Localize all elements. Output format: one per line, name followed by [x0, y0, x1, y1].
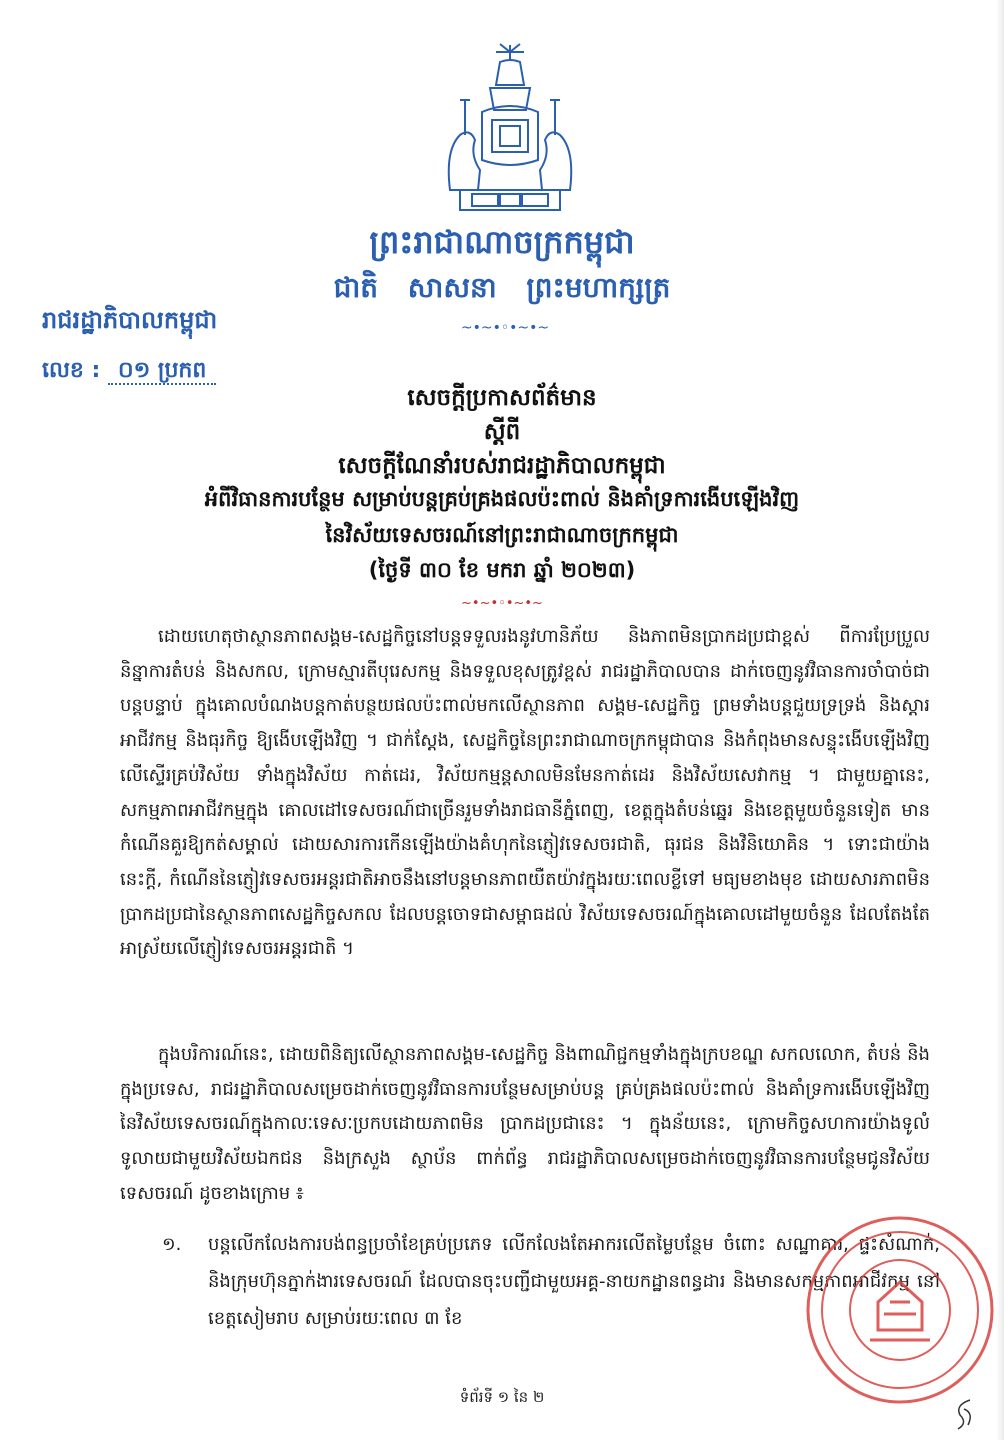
title-date: (ថ្ងៃទី ៣០ ខែ មករា ឆ្នាំ ២០២៣)	[368, 558, 636, 582]
government-name: រាជរដ្ឋាភិបាលកម្ពុជា	[42, 306, 218, 334]
page-edge-shadow	[996, 0, 1004, 1440]
title-line-1: សេចក្តីប្រកាសព័ត៌មាន	[407, 385, 597, 411]
title-line-3: សេចក្តីណែនាំរបស់រាជរដ្ឋាភិបាលកម្ពុជា	[338, 453, 666, 479]
page-number: ទំព័រទី ១ នៃ ២	[459, 1388, 545, 1406]
title-line-5: នៃវិស័យទេសចរណ៍នៅព្រះរាជាណាចក្រកម្ពុជា	[325, 523, 679, 547]
number-label: លេខ :	[42, 358, 101, 383]
ornament-divider: ~•~•◦•~•~	[460, 320, 550, 336]
list-item-number: ១.	[162, 1234, 182, 1255]
number-value: ០១ ប្រកព	[108, 358, 216, 385]
official-seal-stamp-icon	[800, 1210, 1000, 1410]
kingdom-name: ព្រះរាជាណាចក្រកម្ពុជា	[369, 223, 635, 261]
list-item-text: បន្តលើកលែងការបង់ពន្ធប្រចាំខែគ្រប់ប្រភេទ លើកលែងតែអាករលើតម្លៃបន្ថែម ចំពោះ សណ្ឋាគារ, ផ្ទះសំណាក់, និងក្រុមហ៊ុនភ្នាក់ងារទេសចរណ៍ ដែលបានចុះបញ្ជីជាមួយអគ្គ-នាយកដ្ឋានពន្ធដារ និងមានសកម្មភាពអាជីវកម្ម នៅខេត្តសៀមរាប សម្រាប់រយៈពេល ៣ ខែ	[208, 1234, 940, 1329]
national-motto: ជាតិ សាសនា ព្រះមហាក្សត្រ	[333, 271, 671, 304]
red-ornament-divider: ~•~•◦•~•~	[461, 596, 543, 611]
title-line-2: ស្តីពី	[483, 419, 521, 445]
paragraph-2: ក្នុងបរិការណ៍នេះ, ដោយពិនិត្យលើស្ថានភាពសង្គម-សេដ្ឋកិច្ច និងពាណិជ្ជកម្មទាំងក្នុងក្របខណ្ឌ សកលលោក, តំបន់ និងក្នុងប្រទេស, រាជរដ្ឋាភិបាលសម្រេចដាក់ចេញនូវវិធានការបន្ថែមសម្រាប់បន្ត គ្រប់គ្រងផលប៉ះពាល់ និងគាំទ្រការងើបឡើងវិញនៃវិស័យទេសចរណ៍ក្នុងកាលៈទេសៈប្រកបដោយភាពមិន ប្រាកដប្រជានេះ ។ ក្នុងន័យនេះ, ក្រោមកិច្ចសហការយ៉ាងទូលំទូលាយជាមួយវិស័យឯកជន និងក្រសួង ស្ថាប័ន ពាក់ព័ន្ធ រាជរដ្ឋាភិបាលសម្រេចដាក់ចេញនូវវិធានការបន្ថែមជូនវិស័យទេសចរណ៍ ដូចខាងក្រោម ៖	[120, 1044, 930, 1204]
title-line-4: អំពីវិធានការបន្ថែម សម្រាប់បន្តគ្រប់គ្រងផលប៉ះពាល់ និងគាំទ្រការងើបឡើងវិញ	[204, 487, 800, 511]
royal-coat-of-arms-icon	[420, 40, 600, 220]
paragraph-1: ដោយហេតុថាស្ថានភាពសង្គម-សេដ្ឋកិច្ចនៅបន្តទទួលរងនូវហានិភ័យ និងភាពមិនប្រាកដប្រជាខ្ពស់ ពីការប្រែប្រួលនិន្នាការតំបន់ និងសកល, ក្រោមស្មារតីបុរេសកម្ម និងទទួលខុសត្រូវខ្ពស់ រាជរដ្ឋាភិបាលបាន ដាក់ចេញនូវវិធានការចាំបាច់ជាបន្តបន្ទាប់ ក្នុងគោលបំណងបន្តកាត់បន្ថយផលប៉ះពាល់មកលើស្ថានភាព សង្គម-សេដ្ឋកិច្ច ព្រមទាំងបន្តជួយទ្រទ្រង់ និងស្តារអាជីវកម្ម និងធុរកិច្ច ឱ្យងើបឡើងវិញ ។ ជាក់ស្តែង, សេដ្ឋកិច្ចនៃព្រះរាជាណាចក្រកម្ពុជាបាន និងកំពុងមានសន្ទុះងើបឡើងវិញ លើស្ទើរគ្រប់វិស័យ ទាំងក្នុងវិស័យ កាត់ដេរ, វិស័យកម្មន្តសាលមិនមែនកាត់ដេរ និងវិស័យសេវាកម្ម ។ ជាមួយគ្នានេះ, សកម្មភាពអាជីវកម្មក្នុង គោលដៅទេសចរណ៍ជាច្រើនរួមទាំងរាជធានីភ្នំពេញ, ខេត្តក្នុងតំបន់ឆ្នេរ និងខេត្តមួយចំនួនទៀត មាន កំណើនគួរឱ្យកត់សម្គាល់ ដោយសារការកើនឡើងយ៉ាងគំហុកនៃភ្ញៀវទេសចរជាតិ, ធុរជន និងវិនិយោគិន ។ ទោះជាយ៉ាងនេះក្តី, កំណើននៃភ្ញៀវទេសចរអន្តរជាតិអាចនឹងនៅបន្តមានភាពយឺតយ៉ាវក្នុងរយៈពេលខ្លីទៅ មធ្យមខាងមុខ ដោយសារភាពមិនប្រាកដប្រជានៃស្ថានភាពសេដ្ឋកិច្ចសកល ដែលបន្តចោទជាសម្ពាធដល់ វិស័យទេសចរណ៍ក្នុងគោលដៅមួយចំនួន ដែលតែងតែអាស្រ័យលើភ្ញៀវទេសចរអន្តរជាតិ ។	[120, 626, 930, 960]
